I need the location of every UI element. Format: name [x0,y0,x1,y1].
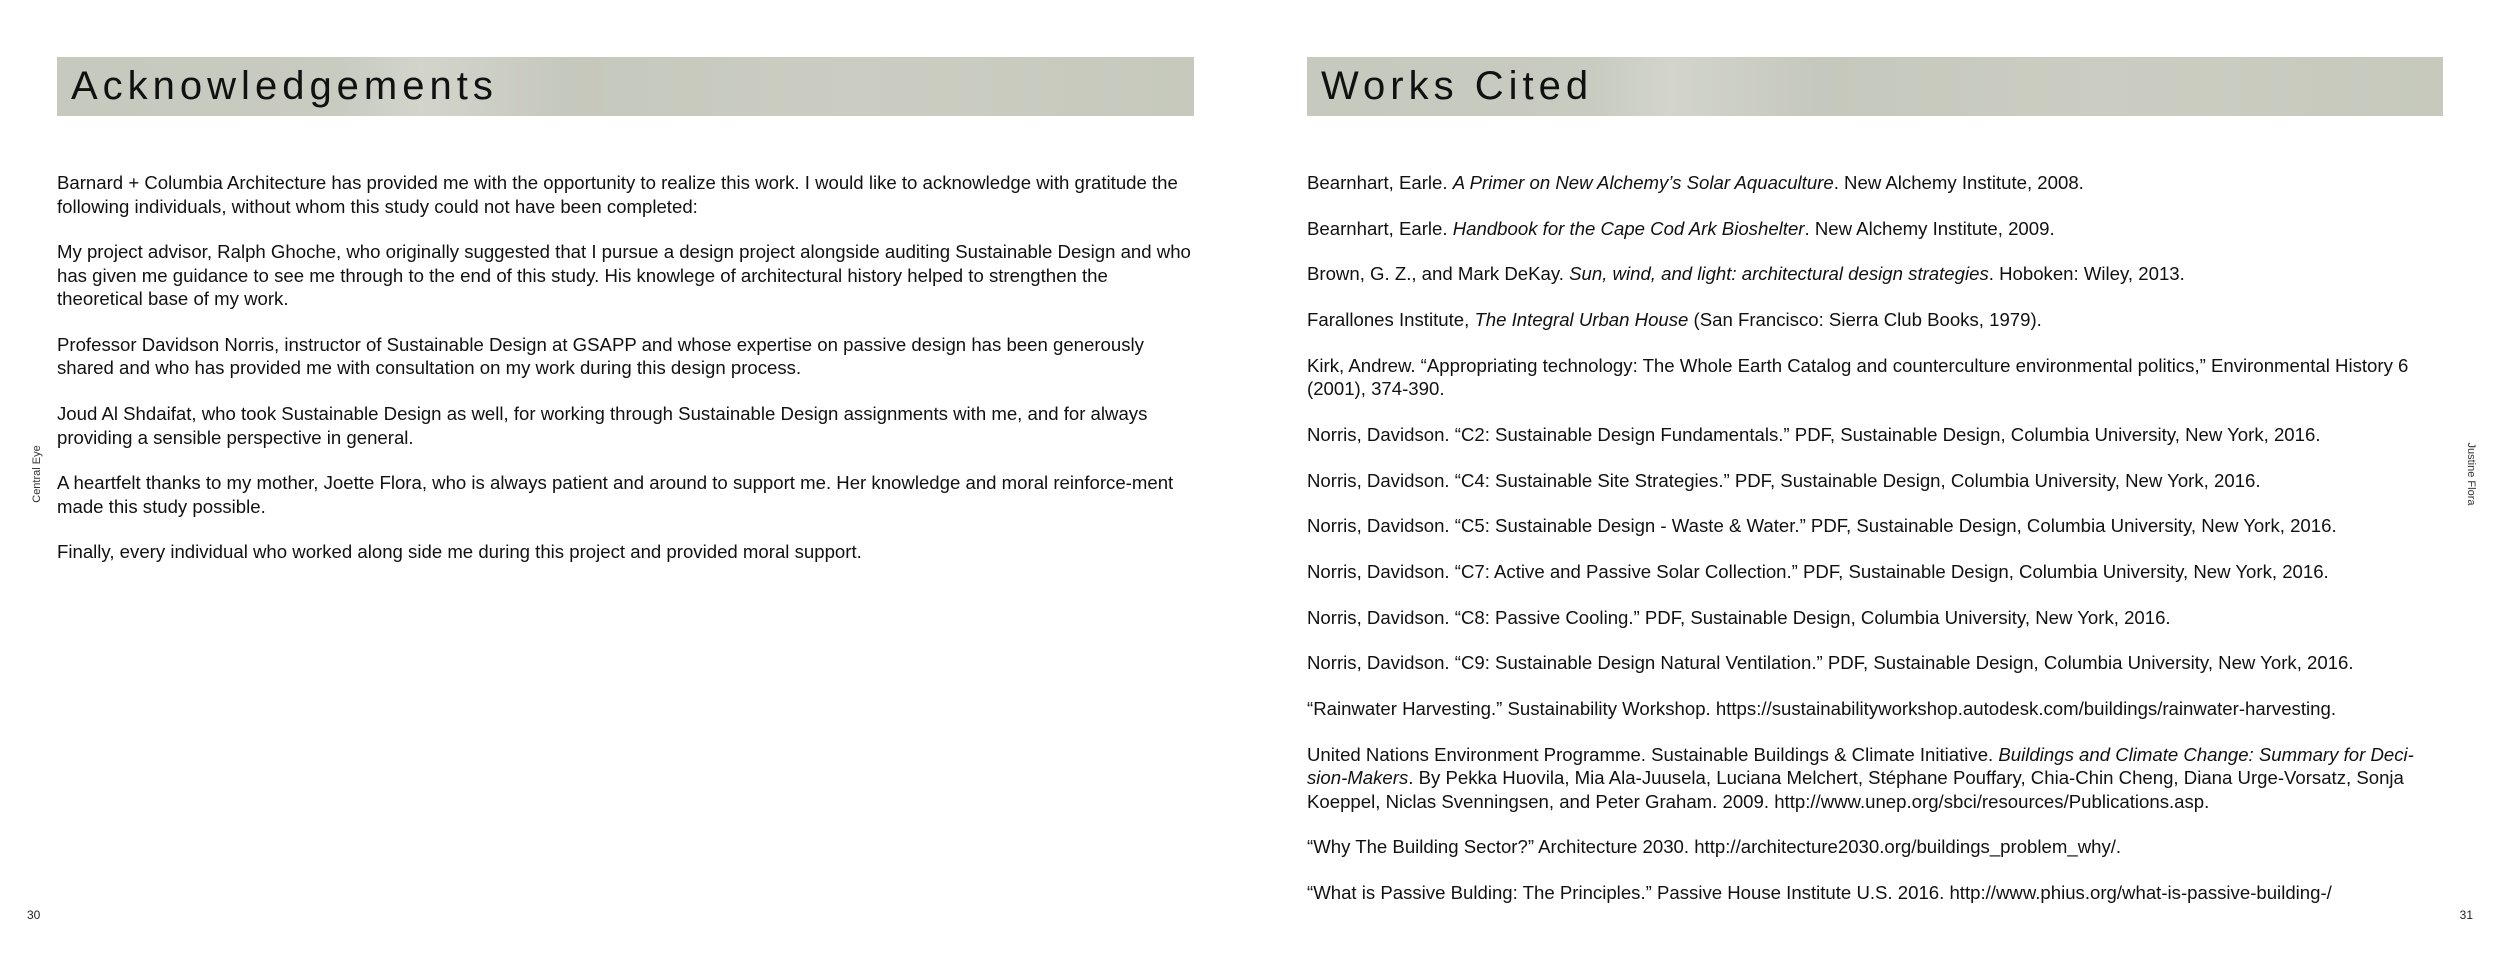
citation-text: “Rainwater Harvesting.” Sustainability Workshop. https://sustainabilityworkshop.autodesk.com/buildings/rainwater-harvesting. [1307,698,2336,720]
page-title: Acknowledgements [71,64,498,108]
works-cited-list [1307,171,2452,927]
citation [1307,308,2452,332]
paragraph: Finally, every individual who worked along side me during this project and provided moral support. [57,541,862,563]
citation-text: . Hoboken: Wiley, 2013. [1988,263,2185,285]
citation [1307,651,2452,675]
citation [1307,171,2452,195]
running-side-label: Central Eye [31,445,43,503]
citation-text: Norris, Davidson. “C9: Sustainable Design Natural Ventilation.” PDF, Sustainable Design, Columbia University, New York, 2016. [1307,652,2354,674]
citation-text: United Nations Environment Programme. Sustainable Buildings & Climate Initiative. [1307,743,1999,765]
page-number: 31 [2459,908,2473,922]
citation-title: Sun, wind, and light: architectural design strategies [1569,263,1989,285]
citation-title: Handbook for the Cape Cod Ark Bioshelter [1452,217,1805,239]
citation-title: A Primer on New Alchemy’s Solar Aquaculture [1452,172,1834,193]
citation [1307,560,2452,584]
citation-text: Norris, Davidson. “C5: Sustainable Design - Waste & Water.” PDF, Sustainable Design, Columbia University, New York, 2016. [1307,515,2337,537]
page-number: 30 [27,908,41,922]
citation-text: Norris, Davidson. “C8: Passive Cooling.” PDF, Sustainable Design, Columbia University, New York, 2016. [1307,606,2171,628]
citation [1307,354,2452,401]
citation-title: Buildings and Climate Change: Summary for Deci-sion-Makers [1307,743,2414,789]
paragraph: A heartfelt thanks to my mother, Joette Flora, who is always patient and around to support me. Her knowledge and moral reinforce-ment made this study possible. [57,472,1174,517]
citation-text: . By Pekka Huovila, Mia Ala-Juusela, Luciana Melchert, Stéphane Pouffary, Chia-Chin Cheng, Diana Urge-Vorsatz, Sonja Koeppel, Niclas Svenningsen, and Peter Graham. 2009. http://www.unep.org/sbci/resources/Publications.asp. [1307,767,2404,812]
citation [1307,881,2452,905]
citation-text: Bearnhart, Earle. [1307,217,1453,239]
acknowledgements-body [57,171,1197,586]
citation-text: Bearnhart, Earle. [1307,172,1453,193]
citation-text: Norris, Davidson. “C2: Sustainable Design Fundamentals.” PDF, Sustainable Design, Columbia University, New York, 2016. [1307,423,2321,445]
citation-text: Farallones Institute, [1307,309,1475,331]
citation-text: . New Alchemy Institute, 2008. [1833,172,2084,193]
citation [1307,835,2452,859]
citation [1307,743,2452,814]
citation-text: Kirk, Andrew. “Appropriating technology: The Whole Earth Catalog and counterculture environmental politics,” Environmental History 6 (2001), 374-390. [1307,354,2409,400]
citation-text: Brown, G. Z., and Mark DeKay. [1307,263,1570,285]
citation-text: “Why The Building Sector?” Architecture 2030. http://architecture2030.org/buildings_problem_why/. [1307,836,2122,858]
citation [1307,217,2452,241]
citation-text: Norris, Davidson. “C4: Sustainable Site Strategies.” PDF, Sustainable Design, Columbia University, New York, 2016. [1307,469,2261,491]
right-page [1250,0,2500,966]
citation [1307,514,2452,538]
page-title: Works Cited [1321,64,1594,108]
citation-text: Norris, Davidson. “C7: Active and Passive Solar Collection.” PDF, Sustainable Design, Columbia University, New York, 2016. [1307,561,2329,582]
citation [1307,423,2452,447]
paragraph: Joud Al Shdaifat, who took Sustainable Design as well, for working through Sustainable Design assignments with me, and for always providing a sensible perspective in general. [57,403,1148,448]
citation-text: “What is Passive Bulding: The Principles.” Passive House Institute U.S. 2016. http://www.phius.org/what-is-passive-building-/ [1307,882,2332,904]
works-cited-header-band [1307,57,2443,116]
running-side-label: Justine Flora [2465,442,2477,506]
citation-text: (San Francisco: Sierra Club Books, 1979). [1688,309,2042,331]
citation [1307,262,2452,286]
citation [1307,469,2452,493]
citation [1307,606,2452,630]
citation-text: . New Alchemy Institute, 2009. [1804,217,2055,239]
citation-title: The Integral Urban House [1474,309,1689,331]
paragraph: My project advisor, Ralph Ghoche, who originally suggested that I pursue a design project alongside auditing Sustainable Design and who has given me guidance to see me through to the end of this study. His knowlege of architectural history helped to strengthen the theoretical base of my work. [57,241,1191,310]
paragraph: Barnard + Columbia Architecture has provided me with the opportunity to realize this work. I would like to acknowledge with gratitude the following individuals, without whom this study could not have been completed: [57,172,1178,217]
citation [1307,697,2452,721]
acknowledgements-header-band [57,57,1194,116]
paragraph: Professor Davidson Norris, instructor of Sustainable Design at GSAPP and whose expertise on passive design has been generously shared and who has provided me with consultation on my work during this design process. [57,333,1144,379]
